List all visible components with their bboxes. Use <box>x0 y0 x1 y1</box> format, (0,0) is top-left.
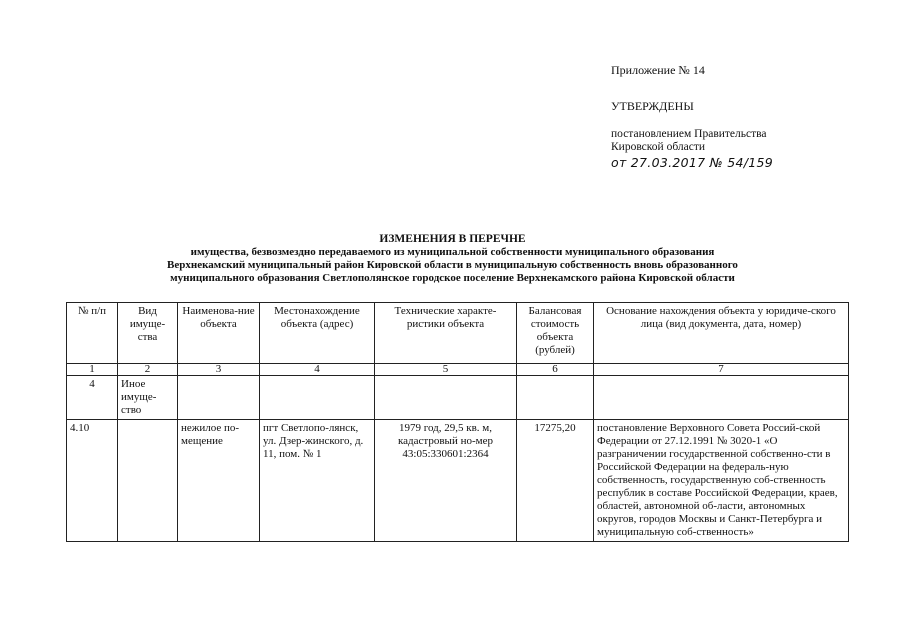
cell-specs <box>375 376 517 420</box>
column-number: 3 <box>178 364 260 376</box>
table-row <box>67 420 849 542</box>
table-row <box>67 376 849 420</box>
cell-number: 4.10 <box>67 420 118 542</box>
header-cell-location: Местонахождение объекта (адрес) <box>260 303 375 364</box>
column-number: 7 <box>594 364 849 376</box>
cell-value <box>517 376 594 420</box>
subtitle-line: муниципального образования Светлополянское городское поселение Верхнекамского района Кировской области <box>170 272 735 284</box>
table-header-row <box>67 303 849 364</box>
column-number: 6 <box>517 364 594 376</box>
header-cell-basis: Основание нахождения объекта у юридиче-ского лица (вид документа, дата, номер) <box>594 303 849 364</box>
decree-line: постановлением Правительства <box>611 128 767 140</box>
column-number: 1 <box>67 364 118 376</box>
column-number: 4 <box>260 364 375 376</box>
header-cell-number: № п/п <box>67 303 118 364</box>
appendix-number: Приложение № 14 <box>611 63 705 77</box>
cell-basis: постановление Верховного Совета Россий-ской Федерации от 27.12.1991 № 3020-1 «О разграничении государственной собственно-сти в Российской Федерации на федераль-ную собственность, государственную соб-ственность республик в составе Российской Федерации, краев, областей, автономной об-ласти, автономных округов, городов Москвы и Санкт-Петербурга и муниципальную соб-ственность» <box>594 420 849 542</box>
header-cell-type: Вид имуще-ства <box>118 303 178 364</box>
column-number: 5 <box>375 364 517 376</box>
cell-location: пгт Светлопо-лянск, ул. Дзер-жинского, д. 11, пом. № 1 <box>260 420 375 542</box>
cell-specs: 1979 год, 29,5 кв. м, кадастровый но-мер 43:05:330601:2364 <box>375 420 517 542</box>
subtitle-line: Верхнекамский муниципальный район Кировской области в муниципальную собственность вновь образованного <box>167 259 738 271</box>
subtitle-line: имущества, безвозмездно передаваемого из муниципальной собственности муниципального образования <box>190 246 715 258</box>
decree-date-handwritten: от 27.03.2017 № 54/159 <box>611 155 773 170</box>
column-number: 2 <box>118 364 178 376</box>
header-cell-value: Балансовая стоимость объекта (рублей) <box>517 303 594 364</box>
header-cell-specs: Технические характе-ристики объекта <box>375 303 517 364</box>
decree-line: Кировской области <box>611 141 706 153</box>
cell-number: 4 <box>67 376 118 420</box>
property-table <box>66 302 849 542</box>
decree-reference <box>611 128 767 154</box>
cell-type <box>118 420 178 542</box>
cell-value: 17275,20 <box>517 420 594 542</box>
cell-type: Иное имуще-ство <box>118 376 178 420</box>
document-subtitle <box>100 246 805 285</box>
document-title: ИЗМЕНЕНИЯ В ПЕРЕЧНЕ <box>379 233 526 245</box>
approved-label: УТВЕРЖДЕНЫ <box>611 99 694 113</box>
cell-basis <box>594 376 849 420</box>
column-number-row <box>67 364 849 376</box>
cell-name <box>178 376 260 420</box>
header-cell-name: Наименова-ние объекта <box>178 303 260 364</box>
cell-name: нежилое по-мещение <box>178 420 260 542</box>
cell-location <box>260 376 375 420</box>
